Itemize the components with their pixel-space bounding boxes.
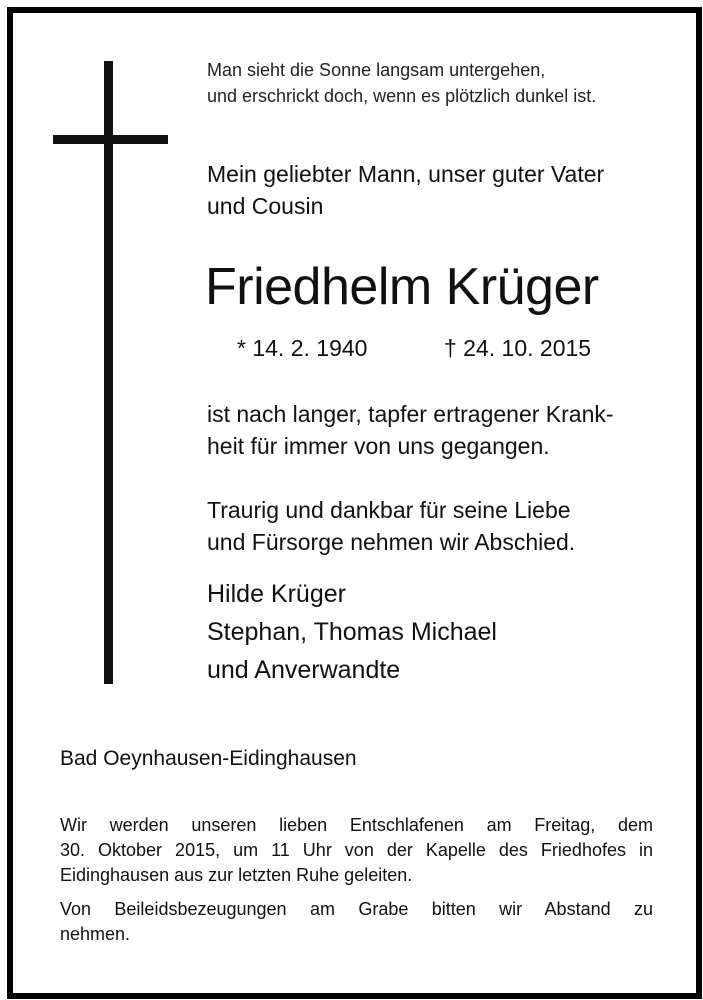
motto-verse — [207, 57, 667, 109]
cross-vertical-bar — [104, 61, 113, 684]
cross-horizontal-bar — [53, 135, 168, 144]
death-date: † 24. 10. 2015 — [444, 335, 592, 361]
passing-text — [207, 398, 677, 462]
funeral-line: Eidinghausen aus zur letzten Ruhe geleiten. — [60, 865, 413, 885]
mourners-list — [207, 575, 677, 689]
intro-line: Mein geliebter Mann, unser guter Vater — [207, 161, 605, 187]
funeral-notice — [60, 813, 653, 956]
mourner-name: Hilde Krüger — [207, 580, 346, 608]
life-dates — [237, 333, 592, 363]
intro-text — [207, 158, 677, 222]
farewell-line: Traurig und dankbar für seine Liebe — [207, 497, 571, 523]
funeral-line: 30. Oktober 2015, um 11 Uhr von der Kapelle des Friedhofes in — [60, 840, 653, 860]
motto-line: Man sieht die Sonne langsam untergehen, — [207, 60, 546, 80]
condolence-line: Von Beileidsbezeugungen am Grabe bitten wir Abstand zu — [60, 899, 653, 919]
obituary-frame — [7, 7, 702, 999]
place-name: Bad Oeynhausen-Eidinghausen — [60, 747, 357, 770]
condolence-line: nehmen. — [60, 924, 131, 944]
birth-date: * 14. 2. 1940 — [237, 335, 368, 361]
passing-line: ist nach langer, tapfer ertragener Krank- — [207, 401, 614, 427]
motto-line: und erschrickt doch, wenn es plötzlich dunkel ist. — [207, 86, 597, 106]
farewell-line: und Fürsorge nehmen wir Abschied. — [207, 529, 576, 555]
intro-line: und Cousin — [207, 193, 324, 219]
farewell-text — [207, 494, 677, 558]
funeral-paragraph — [60, 813, 653, 888]
mourner-name: und Anverwandte — [207, 656, 401, 684]
passing-line: heit für immer von uns gegangen. — [207, 433, 550, 459]
condolence-paragraph — [60, 897, 653, 947]
funeral-line: Wir werden unseren lieben Entschlafenen am Freitag, dem — [60, 815, 653, 835]
mourner-name: Stephan, Thomas Michael — [207, 618, 497, 646]
deceased-name: Friedhelm Krüger — [205, 258, 599, 316]
